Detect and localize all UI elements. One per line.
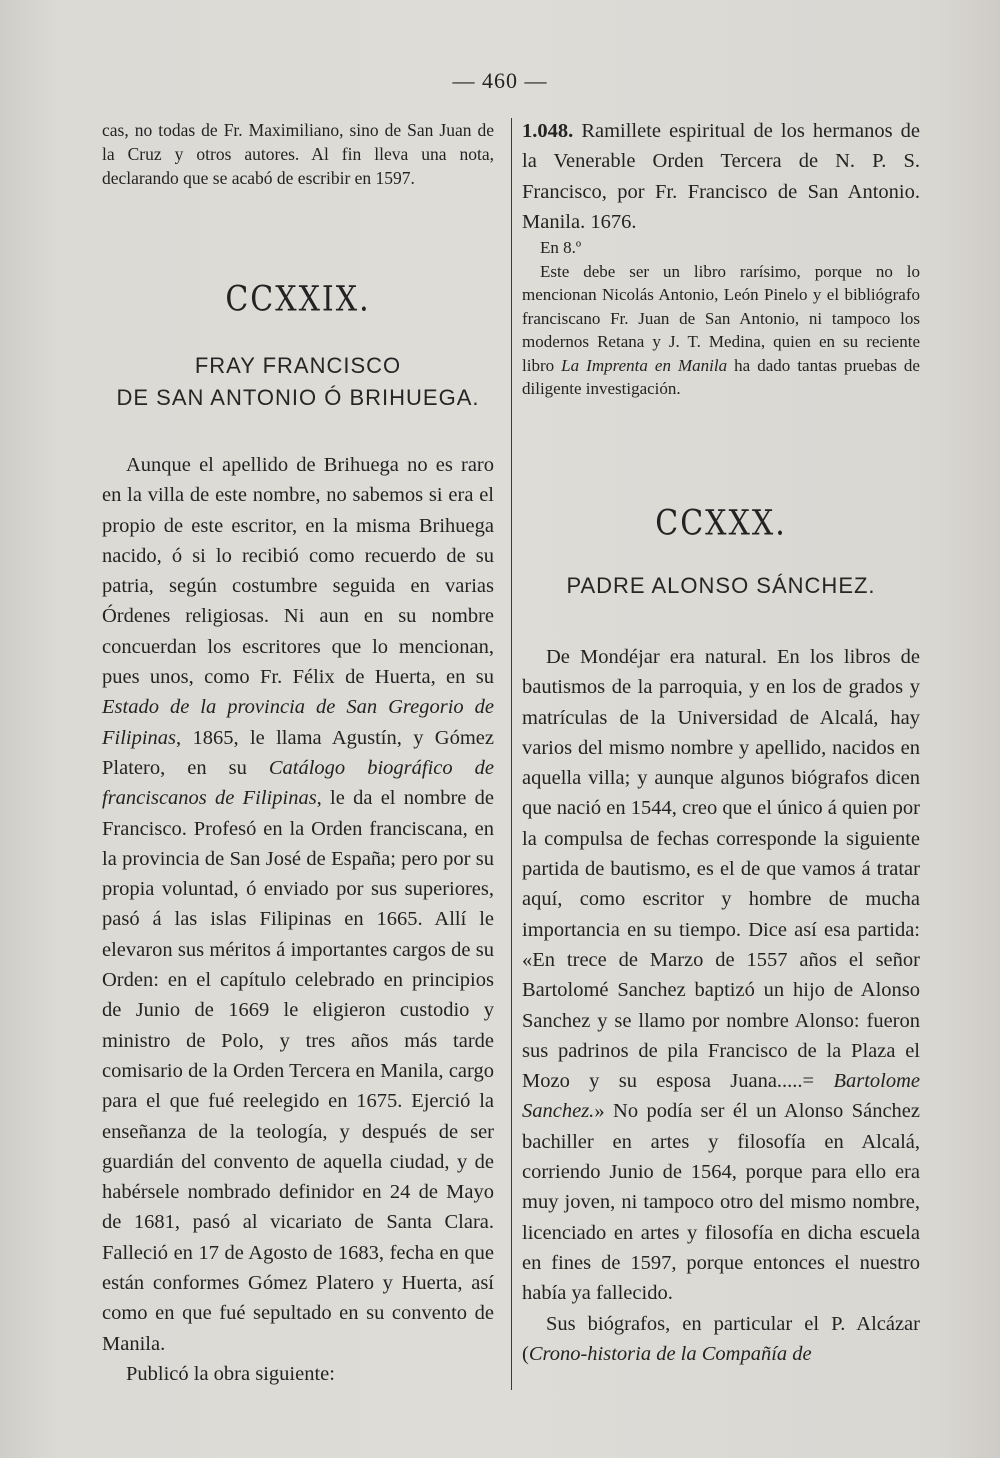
column-divider bbox=[511, 118, 512, 1390]
bibliographic-entry: 1.048. Ramillete espiritual de los hermanos de la Venerable Orden Tercera de N. P. S. Francisco, por Fr. Francisco de San Antonio. Manila. 1676. bbox=[522, 120, 920, 233]
left-continued-text: cas, no todas de Fr. Maximiliano, sino de San Juan de la Cruz y otros autores. Al fin lleva una nota, declarando que se acabó de escribir en 1597. bbox=[102, 120, 494, 188]
section-title-ccxxx: PADRE ALONSO SÁNCHEZ. bbox=[566, 573, 876, 598]
page-number: — 460 — bbox=[452, 68, 548, 93]
right-body-text bbox=[522, 642, 920, 1369]
section-number-ccxxx: CCXXX. bbox=[655, 503, 787, 544]
note-format: En 8.º bbox=[540, 238, 582, 257]
left-body-text bbox=[102, 450, 494, 1389]
section-title-ccxxix bbox=[102, 350, 494, 414]
entry-note bbox=[522, 236, 920, 401]
section-title-line-1: FRAY FRANCISCO bbox=[194, 353, 402, 378]
note-text: Este debe ser un libro rarísimo, porque no lo mencionan Nicolás Antonio, León Pinelo y el bibliógrafo franciscano Fr. Juan de San Antonio, ni tampoco los modernos Retana y J. T. Medina, quien en su reciente libro La Imprenta en Manila ha dado tantas pruebas de diligente investigación. bbox=[522, 261, 920, 398]
paragraph: De Mondéjar era natural. En los libros de bautismos de la parroquia, y en los de grados y matrículas de la Universidad de Alcalá, hay varios del mismo nombre y apellido, nacidos en aquella villa; y aunque algunos biógrafos dicen que nació en 1544, creo que el único á quien por la compulsa de fechas corresponde la siguiente partida de bautismo, es el de que vamos á tratar aquí, como escritor y hombre de mucha importancia en su tiempo. Dice así esa partida: «En trece de Marzo de 1557 años el señor Bartolomé Sanchez baptizó un hijo de Alonso Sanchez y se llamo por nombre Alonso: fueron sus padrinos de pila Francisco de la Plaza el Mozo y su esposa Juana.....= Bartolome Sanchez.» No podía ser él un Alonso Sánchez bachiller en artes y filosofía en Alcalá, corriendo Junio de 1564, porque para ello era muy joven, ni tampoco otro del mismo nombre, licenciado en artes y filosofía en dicha escuela en fines de 1597, porque entonces el nuestro había ya fallecido. bbox=[522, 646, 920, 1305]
section-title-line-2: DE SAN ANTONIO Ó BRIHUEGA. bbox=[116, 385, 480, 410]
section-number-ccxxix: CCXXIX. bbox=[225, 279, 371, 320]
paragraph: Sus biógrafos, en particular el P. Alcázar (Crono-historia de la Compañía de bbox=[522, 1312, 920, 1365]
entry-number: 1.048. bbox=[522, 120, 574, 142]
paragraph: Aunque el apellido de Brihuega no es raro en la villa de este nombre, no sabemos si era el propio de este escritor, en la misma Brihuega nacido, ó si lo recibió como recuerdo de su patria, según costumbre seguida en varias Órdenes religiosas. Ni aun en su nombre concuerdan los escritores que lo mencionan, pues unos, como Fr. Félix de Huerta, en su Estado de la provincia de San Gregorio de Filipinas, 1865, le llama Agustín, y Gómez Platero, en su Catálogo biográfico de franciscanos de Filipinas, le da el nombre de Francisco. Profesó en la Orden franciscana, en la provincia de San José de España; pero por su propia voluntad, ó enviado por sus superiores, pasó á las islas Filipinas en 1665. Allí le elevaron sus méritos á importantes cargos de su Orden: en el capítulo celebrado en principios de Junio de 1669 le eligieron custodio y ministro de Polo, y tres años más tarde comisario de la Orden Tercera en Manila, cargo para el que fué reelegido en 1675. Ejerció la enseñanza de la teología, y después de ser guardián del convento de aquella ciudad, y de habérsele nombrado definidor en 24 de Mayo de 1681, pasó al vicariato de Santa Clara. Falleció en 17 de Agosto de 1683, fecha en que están conformes Gómez Platero y Huerta, así como en que fué sepultado en su convento de Manila. bbox=[102, 454, 494, 1355]
paragraph: Publicó la obra siguiente: bbox=[126, 1362, 335, 1385]
